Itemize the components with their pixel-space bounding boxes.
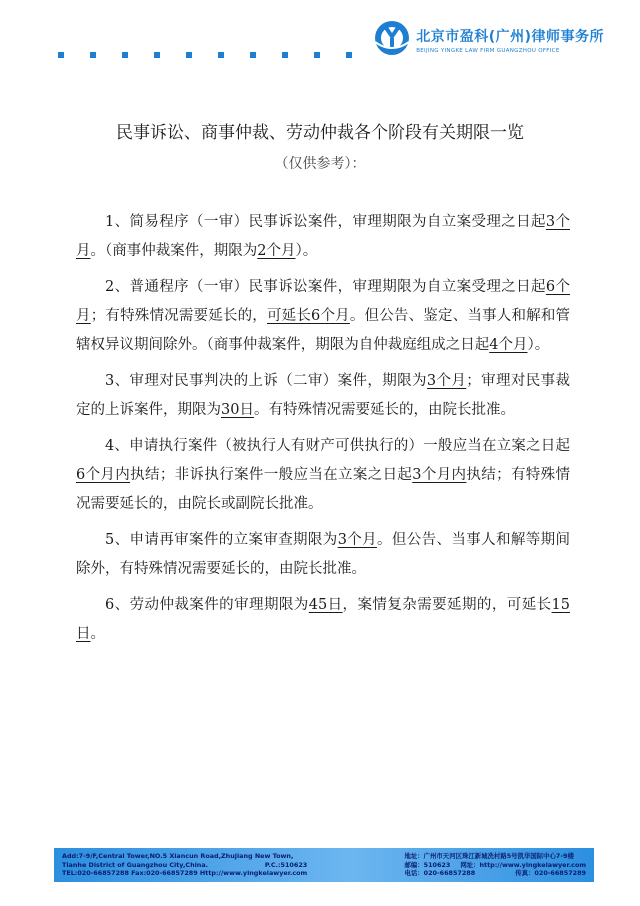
underlined-term: 30日 — [221, 402, 254, 418]
decoration-square — [58, 52, 64, 58]
footer-cn-website: 网址：http://www.yingkelawyer.com — [460, 860, 586, 869]
text-span: 3、审理对民事判决的上诉（二审）案件，期限为 — [105, 373, 427, 389]
yingke-logo-icon — [372, 18, 412, 62]
text-span: 1、简易程序（一审）民事诉讼案件，审理期限为自立案受理之日起 — [105, 214, 546, 230]
decoration-square — [90, 52, 96, 58]
decoration-square — [154, 52, 160, 58]
text-span: 执结；非诉执行案件一般应当在立案之日起 — [130, 467, 413, 483]
footer-en-line: Tianhe District of Guangzhou City,China. — [62, 860, 209, 869]
text-span: 执结；有特殊情况需要延长的，由院长或副院长批准。 — [76, 467, 570, 512]
document-body — [76, 208, 570, 656]
text-span: ；审理对民事裁定的上诉案件，期限为 — [76, 373, 570, 418]
decoration-square — [186, 52, 192, 58]
text-span: ；有特殊情况需要延长的， — [90, 308, 267, 324]
paragraph-ordinary-procedure — [76, 273, 570, 360]
decoration-square — [122, 52, 128, 58]
paragraph-labor-arbitration — [76, 591, 570, 649]
text-span: 。但公告、鉴定、当事人和解和管辖权异议期间除外。（商事仲裁案件，期限为自仲裁庭组成之日起 — [76, 308, 571, 353]
underlined-term: 6个月内 — [76, 467, 131, 483]
decoration-square — [314, 52, 320, 58]
footer-cn-postcode: 邮编：510623 — [404, 860, 451, 869]
firm-logo — [372, 18, 604, 62]
underlined-term: 3个月 — [426, 373, 467, 389]
decoration-square — [250, 52, 256, 58]
footer-en-line: Add:7-9/F,Central Tower,NO.5 Xiancun Road,Zhujiang New Town, — [62, 852, 294, 861]
footer-en-postcode: P.C.:510623 — [264, 860, 308, 869]
underlined-term: 2个月 — [257, 243, 296, 259]
text-span: 。有特殊情况需要延长的，由院长批准。 — [253, 402, 515, 418]
footer-cn-line: 地址：广州市天河区珠江新城冼村路5号凯华国际中心7-9楼 — [404, 852, 574, 861]
text-span: 。 — [90, 626, 105, 642]
text-span: 。（商事仲裁案件，期限为 — [90, 243, 258, 259]
text-span: ）。 — [527, 337, 550, 353]
footer-chinese-address — [404, 852, 586, 878]
underlined-term: 15日 — [76, 597, 570, 642]
decoration-square — [346, 52, 352, 58]
footer-contact-bar — [54, 848, 594, 882]
paragraph-retrial — [76, 526, 570, 584]
footer-cn-phone: 电话：020-66857288 — [404, 869, 476, 878]
text-span: 4、申请执行案件（被执行人有财产可供执行的）一般应当在立案之日起 — [105, 438, 570, 454]
logo-english-name: BEIJING YINGKE LAW FIRM GUANGZHOU OFFICE — [416, 48, 560, 54]
underlined-term: 6个月 — [76, 279, 570, 324]
decoration-square — [282, 52, 288, 58]
paragraph-appeal — [76, 367, 570, 425]
text-span: 5、申请再审案件的立案审查期限为 — [105, 532, 338, 548]
document-subtitle: （仅供参考）： — [274, 156, 366, 172]
underlined-term: 3个月 — [76, 214, 570, 259]
logo-chinese-name: 北京市盈科(广州)律师事务所 — [416, 29, 604, 45]
underlined-term: 可延长6个月 — [266, 308, 350, 324]
text-span: 。但公告、当事人和解等期间除外，有特殊情况需要延长的，由院长批准。 — [76, 532, 570, 577]
footer-cn-fax: 传真：020-66857289 — [515, 869, 586, 878]
paragraph-enforcement — [76, 432, 570, 519]
header-decoration-dots — [58, 52, 352, 58]
underlined-term: 3个月内 — [412, 467, 467, 483]
text-span: 2、普通程序（一审）民事诉讼案件，审理期限为自立案受理之日起 — [105, 279, 546, 295]
decoration-square — [218, 52, 224, 58]
document-title: 民事诉讼、商事仲裁、劳动仲裁各个阶段有关期限一览 — [116, 123, 524, 143]
paragraph-simple-procedure — [76, 208, 570, 266]
underlined-term: 3个月 — [337, 532, 378, 548]
text-span: ）。 — [295, 243, 318, 259]
underlined-term: 45日 — [308, 597, 343, 613]
footer-english-address — [62, 852, 307, 878]
footer-en-contact: TEL:020-66857288 Fax:020-66857289 Http://www.yingkelawyer.com — [62, 869, 308, 878]
text-span: 6、劳动仲裁案件的审理期限为 — [105, 597, 309, 613]
text-span: ，案情复杂需要延期的，可延长 — [342, 597, 552, 613]
underlined-term: 4个月 — [489, 337, 528, 353]
